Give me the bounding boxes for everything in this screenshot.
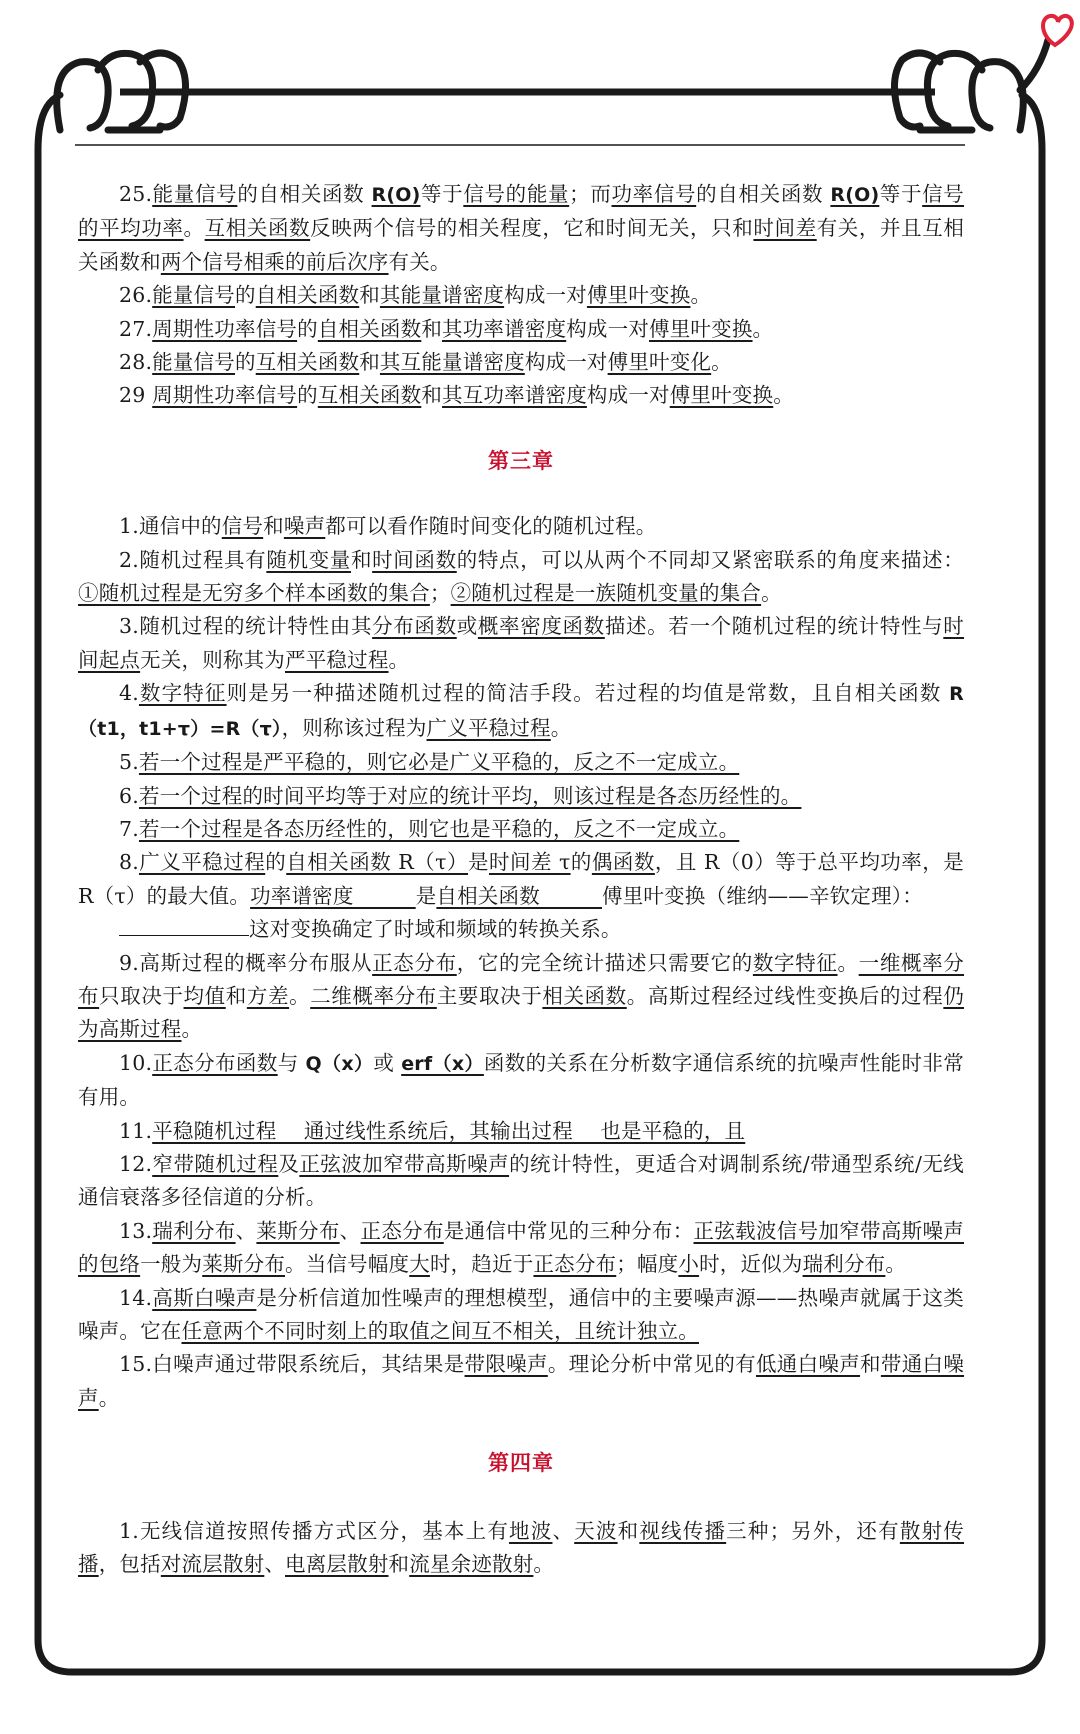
note-item	[78, 313, 964, 346]
note-text: 或	[373, 1050, 402, 1075]
note-text: 构成一对	[566, 316, 650, 341]
underlined-term: ①随机过程是无穷多个样本函数的集合	[78, 581, 430, 606]
note-item	[78, 379, 964, 412]
note-text: 无关，则称其为	[140, 647, 286, 672]
note-text: 、	[235, 1218, 257, 1243]
note-text: 2.随机过程具有	[119, 547, 267, 572]
note-text: 是通信中常见的三种分布：	[443, 1218, 694, 1243]
underlined-term: 若一个过程是各态历经性的，则它也是平稳的，反之不一定成立。	[138, 816, 740, 841]
underlined-term: 瑞利分布	[802, 1252, 886, 1277]
underlined-term: 严平稳过程	[285, 647, 389, 672]
note-text: 构成一对	[586, 383, 670, 408]
underlined-term: 流星余迹散射	[409, 1552, 534, 1577]
note-item	[78, 947, 964, 1047]
note-text: 构成一对	[504, 283, 587, 308]
note-text: 的统计特性，更适合对调制系统/带通型系统/无线通信衰落多径信道的分析。	[78, 1151, 965, 1210]
note-item	[78, 913, 964, 946]
note-text: 和	[421, 383, 443, 408]
note-text: 的	[235, 350, 256, 375]
note-text: 。	[761, 581, 782, 606]
underlined-term: 平稳随机过程 通过线性系统后，其输出过程 也是平稳的，且	[152, 1118, 746, 1143]
note-item	[78, 813, 964, 846]
underlined-term: 莱斯分布	[202, 1252, 286, 1277]
note-item	[78, 1115, 964, 1148]
underlined-term: 地波	[509, 1518, 553, 1543]
note-text: 12.	[119, 1151, 153, 1176]
underlined-term: 功率信号	[611, 182, 697, 206]
note-text: 的自相关函数	[696, 182, 831, 206]
underlined-term: 信号	[221, 514, 264, 539]
note-text: 6.	[119, 783, 139, 808]
underlined-term: 其互能量谱密度	[379, 350, 525, 375]
note-text: 。	[773, 383, 794, 408]
underlined-term: 天波	[574, 1518, 618, 1543]
note-text: 。	[711, 350, 732, 375]
underlined-term: 均值	[183, 983, 226, 1008]
note-text: ；幅度	[616, 1252, 679, 1277]
underlined-term: 其功率谱密度	[442, 316, 567, 341]
underlined-term: 傅里叶变化	[607, 350, 712, 375]
note-text: 5.	[119, 750, 139, 775]
note-text: 14.	[119, 1285, 153, 1310]
note-text: ，它的完全统计描述只需要它的	[456, 950, 753, 975]
note-text: 描述。若一个随机过程的统计特性与	[604, 614, 944, 639]
note-item	[78, 846, 964, 913]
note-text: 是分析信道加性噪声的理想模型，通信中的主要噪声源——热噪声就属于这类噪声。它在	[78, 1285, 964, 1343]
note-text: 。	[181, 1017, 203, 1042]
note-text: 和	[263, 514, 284, 539]
note-text: 8.	[119, 850, 139, 875]
underlined-term: 相关函数	[542, 983, 627, 1008]
note-text: 反映两个信号的相关程度，它和时间无关，只和	[310, 216, 754, 241]
underlined-term: 二维概率分布	[310, 983, 437, 1008]
underlined-term: 能量信号	[152, 350, 236, 375]
note-item	[78, 780, 964, 813]
note-text: 和	[359, 283, 380, 308]
note-item	[78, 510, 964, 543]
note-text: 和	[421, 316, 443, 341]
underlined-term: 傅里叶变换	[669, 383, 774, 408]
underlined-term: 其能量谱密度	[379, 283, 505, 308]
note-text: 时，近似为	[699, 1252, 803, 1277]
note-text: 的	[297, 383, 318, 408]
note-text: 1.通信中的	[119, 514, 222, 539]
underlined-term: 方差	[246, 983, 290, 1008]
note-text: 及	[278, 1151, 300, 1176]
underlined-term: 带通白噪声	[78, 1352, 965, 1410]
note-text: 。理论分析中常见的有	[547, 1352, 756, 1377]
chapter3-list	[78, 510, 964, 1415]
note-text: 和	[359, 350, 380, 375]
underlined-term: 时间起点	[78, 614, 964, 672]
note-text: 7.	[119, 816, 139, 841]
underlined-term: 带限噪声	[464, 1352, 548, 1377]
note-text: Q（x）	[305, 1052, 374, 1075]
underlined-term: 傅里叶变换	[586, 283, 691, 308]
underlined-term: 周期性功率信号	[152, 383, 298, 408]
underlined-term: 若一个过程的时间平均等于对应的统计平均，则该过程是各态历经性的。	[138, 783, 802, 808]
note-item	[78, 178, 964, 279]
underlined-term: 随机变量	[266, 547, 351, 572]
note-text: 函数的关系在分析数字通信系统的抗噪声性能时非常有用。	[78, 1050, 964, 1110]
underlined-term: 正态分布函数	[152, 1050, 278, 1075]
underlined-term: 分布函数	[372, 614, 457, 639]
underlined-term: 正态分布	[372, 950, 457, 975]
underlined-term: 自相关函数	[317, 316, 422, 341]
note-item	[78, 279, 964, 312]
note-text: 和	[350, 547, 373, 572]
underlined-term: 信号的平均功率	[78, 182, 965, 241]
note-text: 的	[570, 850, 592, 875]
underlined-term: 任意两个不同时刻上的取值之间互不相关，且统计独立。	[181, 1319, 699, 1343]
note-text: 都可以看作随时间变化的随机过程。	[325, 514, 657, 539]
note-item	[78, 346, 964, 379]
underlined-term: 低通白噪声	[755, 1352, 861, 1377]
underlined-term: 小	[678, 1252, 700, 1277]
note-text: 11.	[119, 1118, 153, 1143]
note-text: 、	[552, 1518, 575, 1543]
note-text: 一般为	[140, 1252, 203, 1277]
scroll-curl-right-icon	[894, 40, 1048, 130]
note-text: 10.	[119, 1050, 153, 1075]
notes-content	[78, 178, 964, 1581]
underlined-term: 高斯白噪声	[152, 1285, 257, 1310]
underlined-term: 瑞利分布	[152, 1218, 236, 1243]
note-text: 。	[837, 950, 859, 975]
note-text: 26.	[119, 283, 153, 308]
underlined-term: R(O)	[830, 184, 880, 206]
note-text: ，包括	[98, 1552, 161, 1577]
note-text: 构成一对	[524, 350, 608, 375]
note-text: 1.无线信道按照传播方式区分，基本上有	[119, 1518, 510, 1543]
note-text: 时，趋近于	[429, 1252, 534, 1277]
note-text: 这对变换确定了时域和频域的转换关系。	[249, 917, 622, 942]
underlined-term: 视线传播	[639, 1518, 727, 1543]
note-item	[78, 544, 964, 611]
note-text: 9.高斯过程的概率分布服从	[119, 950, 373, 975]
note-text: 主要取决于	[436, 983, 543, 1008]
note-text: 的	[235, 283, 256, 308]
note-text: 。	[752, 316, 774, 341]
note-text: 与	[277, 1050, 306, 1075]
underlined-term: 自相关函数 R（τ）	[286, 850, 469, 875]
underlined-term: 时间差 τ	[489, 850, 571, 875]
chapter4-heading: 第四章	[488, 1451, 554, 1476]
note-text: R（t1，t1+τ）=R（τ）	[78, 683, 964, 740]
underlined-term: 互相关函数	[204, 216, 311, 241]
underlined-term: 自相关函数	[255, 283, 360, 308]
underlined-term: 互相关函数	[255, 350, 360, 375]
underlined-term: 自相关函数	[436, 883, 602, 908]
note-text: 、	[339, 1218, 361, 1243]
underlined-term: 其互功率谱密度	[442, 383, 587, 408]
underlined-term: 大	[409, 1252, 430, 1277]
note-text: 。	[183, 216, 205, 241]
note-item	[78, 677, 964, 746]
note-text: 15.白噪声通过带限系统后，其结果是	[119, 1352, 465, 1377]
underlined-term: 窄带随机过程	[152, 1151, 279, 1176]
underlined-term: 概率密度函数	[477, 614, 605, 639]
note-item	[78, 1348, 964, 1415]
note-text: 。当信号幅度	[285, 1252, 410, 1277]
note-text: 傅里叶变换（维纳——辛钦定理）：	[602, 883, 923, 908]
note-item	[78, 1515, 964, 1582]
note-text: 3.随机过程的统计特性由其	[119, 614, 373, 639]
note-item	[78, 1282, 964, 1349]
note-text: 。	[388, 647, 410, 672]
note-text: 、	[264, 1552, 286, 1577]
note-text: 等于	[420, 182, 464, 206]
underlined-term: 正态分布	[360, 1218, 444, 1243]
note-text: ，且 R（0）等于总平均功率，是 R（τ）的最大值。	[78, 850, 965, 908]
note-text: 三种；另外，还有	[726, 1518, 900, 1543]
note-text: 和	[617, 1518, 640, 1543]
underlined-term: 能量信号	[152, 283, 236, 308]
note-text: 有关，并且互相关函数和	[78, 216, 965, 274]
note-text: 和	[388, 1552, 410, 1577]
underlined-term: 两个信号相乘的前后次序	[160, 249, 389, 274]
note-text: 是	[468, 850, 490, 875]
underlined-term: 时间差	[753, 216, 817, 241]
underlined-term: 数字特征	[752, 950, 838, 975]
underlined-term: 周期性功率信号	[152, 316, 298, 341]
note-text: ；	[429, 581, 451, 606]
underlined-term: 仍为高斯过程	[78, 983, 965, 1042]
note-item	[78, 1047, 964, 1115]
note-text: 28.	[119, 350, 153, 375]
chapter2-list	[78, 178, 964, 413]
note-text: 29	[119, 383, 153, 408]
note-text: 的特点，可以从两个不同却又紧密联系的角度来描述：	[456, 547, 964, 572]
chapter3-heading: 第三章	[488, 448, 554, 473]
underlined-term: 正弦波加窄带高斯噪声	[299, 1151, 510, 1176]
underlined-term: 广义平稳过程	[138, 850, 266, 875]
note-text: 和	[860, 1352, 881, 1377]
underlined-term: ②随机过程是一族随机变量的集合	[450, 581, 762, 606]
underlined-term: 偶函数	[591, 850, 655, 875]
fill-blank	[119, 913, 249, 936]
note-text: 13.	[119, 1218, 153, 1243]
note-text: 的	[265, 850, 287, 875]
note-text: 27.	[119, 316, 153, 341]
underlined-term: 时间函数	[372, 547, 457, 572]
note-text: 的	[297, 316, 318, 341]
note-text: ，则称该过程为	[281, 715, 427, 740]
underlined-term: R(O)	[371, 184, 421, 206]
underlined-term: erf（x）	[401, 1052, 484, 1075]
chapter4-list	[78, 1515, 964, 1582]
note-text: 。	[550, 715, 572, 740]
underlined-term: 若一个过程是严平稳的，则它必是广义平稳的，反之不一定成立。	[138, 750, 740, 775]
note-text: 是	[415, 883, 437, 908]
note-text: 则是另一种描述随机过程的简洁手段。若过程的均值是常数，且自相关函数	[226, 681, 950, 706]
underlined-term: 功率谱密度	[250, 883, 416, 908]
note-text: 的自相关函数	[237, 182, 372, 206]
underlined-term: 噪声	[283, 514, 326, 539]
underlined-term: 正态分布	[533, 1252, 617, 1277]
note-text: 和	[225, 983, 247, 1008]
note-text: ；而	[569, 182, 612, 206]
note-text: 4.	[119, 681, 139, 706]
note-text: 有关。	[388, 249, 451, 274]
note-item	[78, 1148, 964, 1215]
note-item	[78, 1215, 964, 1282]
underlined-term: 一维概率分布	[78, 950, 964, 1008]
underlined-term: 电离层散射	[285, 1552, 389, 1577]
heart-icon	[1043, 16, 1072, 45]
underlined-term: 对流层散射	[160, 1552, 265, 1577]
note-text: 只取决于	[99, 983, 184, 1008]
underlined-term: 正弦载波信号加窄带高斯噪声的包络	[78, 1218, 964, 1277]
underlined-term: 互相关函数	[317, 383, 422, 408]
note-text: 25.	[119, 182, 153, 206]
underlined-term: 信号的能量	[463, 182, 570, 206]
note-text: 。	[885, 1252, 907, 1277]
note-text: 或	[456, 614, 478, 639]
underlined-term: 能量信号	[152, 182, 238, 206]
underlined-term: 广义平稳过程	[426, 715, 551, 740]
note-item	[78, 610, 964, 677]
underlined-term: 数字特征	[138, 681, 227, 706]
note-text: 等于	[879, 182, 923, 206]
note-text: 。	[533, 1552, 555, 1577]
underlined-term: 傅里叶变换	[649, 316, 753, 341]
note-text: 。	[289, 983, 311, 1008]
note-item	[78, 746, 964, 779]
underlined-term: 散射传播	[78, 1518, 964, 1577]
underlined-term: 莱斯分布	[256, 1218, 340, 1243]
note-text: 。	[690, 283, 712, 308]
note-text: 。高斯过程经过线性变换后的过程	[626, 983, 944, 1008]
note-text: 。	[98, 1385, 120, 1410]
